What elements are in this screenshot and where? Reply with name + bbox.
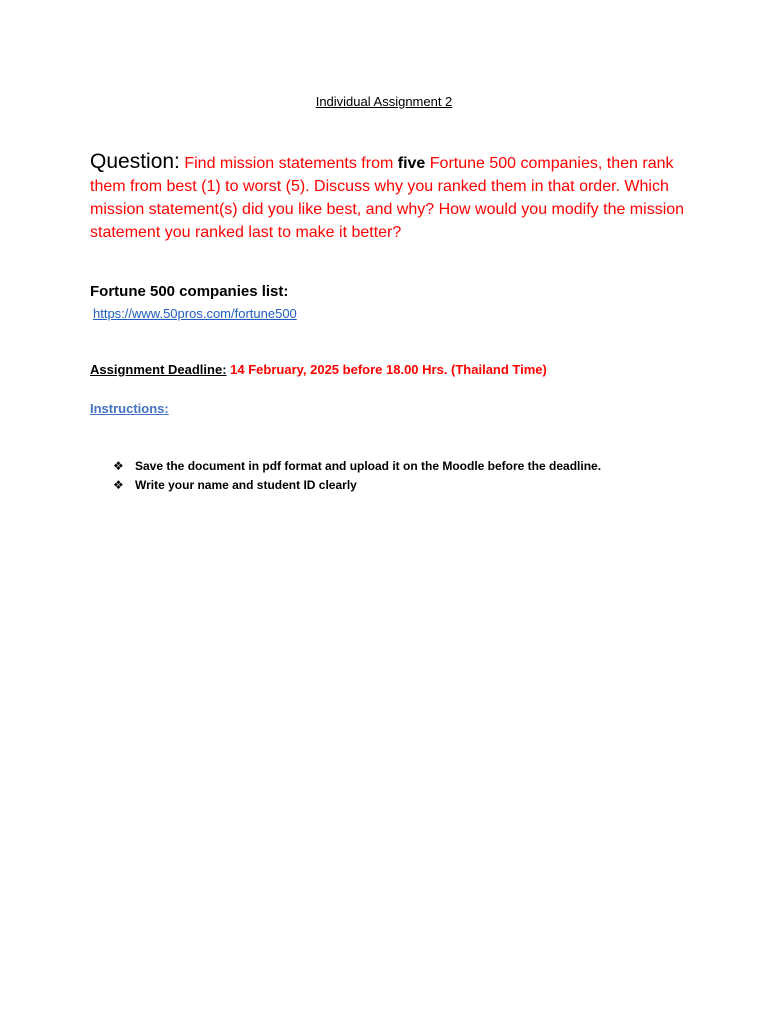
question-label: Question: [90, 150, 180, 173]
question-text-before: Find mission statements from [184, 155, 394, 172]
instructions-list [113, 457, 601, 495]
diamond-bullet-icon: ❖ [113, 459, 124, 473]
question-text-after: Fortune 500 companies, then rank them from best (1) to worst (5). Discuss why you ranked them in that order. Which mission statement(s) did you like best, and why? How would you modify the mission statement you ranked last to make it better? [90, 155, 685, 241]
instruction-text: Write your name and student ID clearly [135, 478, 357, 492]
deadline-label: Assignment Deadline: [90, 362, 227, 377]
diamond-bullet-icon: ❖ [113, 478, 124, 492]
companies-list-heading: Fortune 500 companies list: [90, 283, 289, 300]
question-emphasis: five [397, 155, 426, 172]
document-title: Individual Assignment 2 [315, 94, 453, 109]
instructions-heading: Instructions: [90, 401, 169, 416]
deadline-line [90, 362, 547, 377]
list-item [113, 476, 601, 495]
question-block [90, 150, 690, 244]
deadline-value: 14 February, 2025 before 18.00 Hrs. (Thailand Time) [230, 362, 547, 377]
list-item [113, 457, 601, 476]
instruction-text: Save the document in pdf format and upload it on the Moodle before the deadline. [135, 459, 602, 473]
companies-list-link[interactable]: https://www.50pros.com/fortune500 [93, 306, 297, 321]
